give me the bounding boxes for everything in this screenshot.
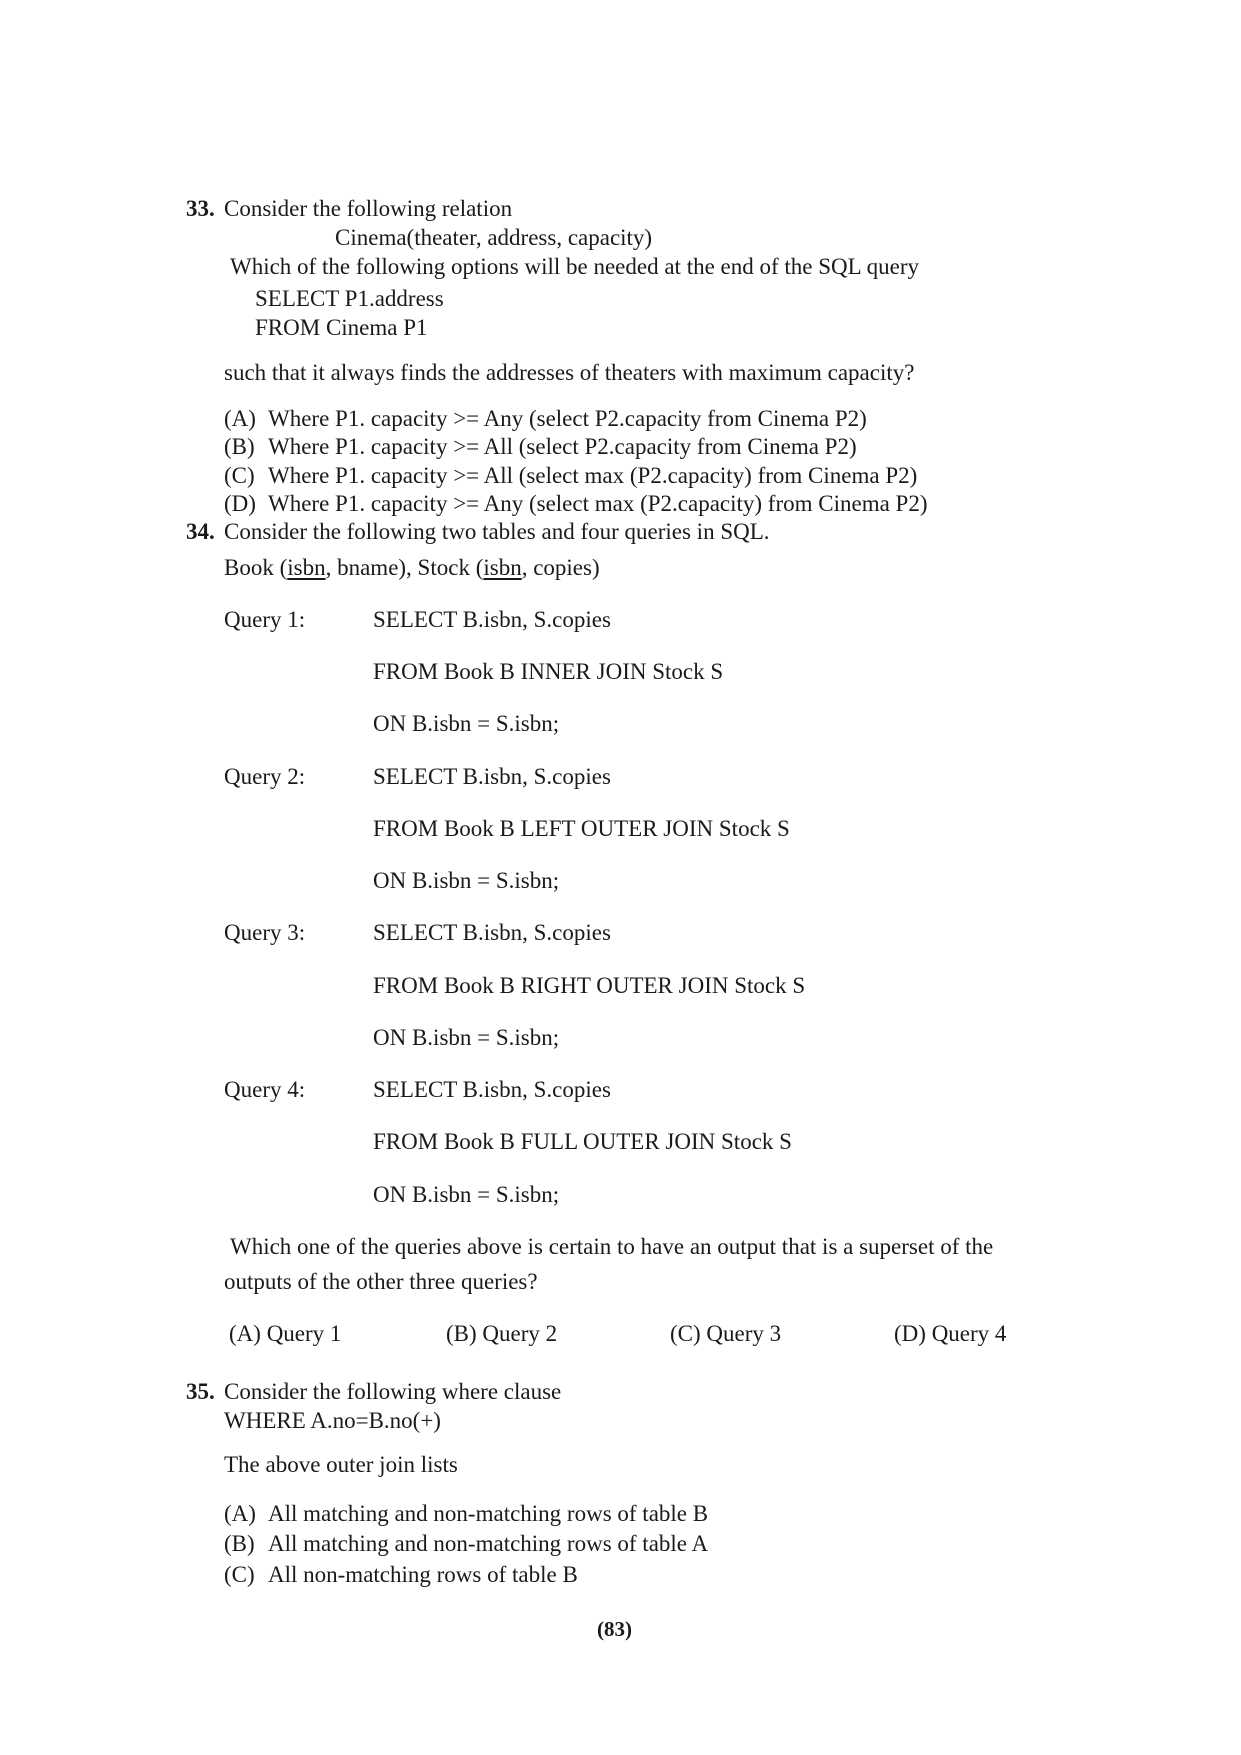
option-text: Where P1. capacity >= Any (select P2.capacity from Cinema P2): [268, 406, 867, 431]
page-number: (83): [597, 1617, 632, 1641]
option-letter: (B): [224, 1531, 255, 1556]
query-1-label: Query 1:: [224, 607, 306, 632]
option-text: Query 3: [706, 1321, 782, 1346]
query-1-line-1: SELECT B.isbn, S.copies: [373, 607, 611, 632]
option-text: Query 1: [266, 1321, 342, 1346]
question-33-followup: such that it always finds the addresses of theaters with maximum capacity?: [224, 360, 915, 385]
question-34-text-line-1: Which one of the queries above is certain to have an output that is a superset of the: [230, 1234, 994, 1259]
question-35-intro: Consider the following where clause: [224, 1379, 562, 1404]
query-4-line-1: SELECT B.isbn, S.copies: [373, 1077, 611, 1102]
schema-stock-rest: , copies): [521, 555, 600, 580]
question-33-option-d: [224, 492, 928, 515]
query-2-line-2: FROM Book B LEFT OUTER JOIN Stock S: [373, 816, 790, 841]
option-letter: (D): [894, 1321, 926, 1346]
query-1-line-2: FROM Book B INNER JOIN Stock S: [373, 659, 724, 684]
option-text: All non-matching rows of table B: [268, 1562, 578, 1587]
schema-book-key: isbn: [287, 555, 326, 580]
question-34-option-d: [894, 1322, 1006, 1345]
question-34-option-b: [446, 1322, 557, 1345]
question-33-option-a: [224, 407, 867, 430]
option-text: All matching and non-matching rows of table B: [268, 1501, 709, 1526]
question-34-schema: [224, 556, 600, 579]
question-34-option-c: [670, 1322, 781, 1345]
question-35-clause: WHERE A.no=B.no(+): [224, 1408, 441, 1433]
option-text: Query 2: [482, 1321, 558, 1346]
query-4-line-3: ON B.isbn = S.isbn;: [373, 1182, 560, 1207]
query-2-label: Query 2:: [224, 764, 306, 789]
question-33-intro: Consider the following relation: [224, 196, 513, 221]
option-text: Where P1. capacity >= All (select max (P2.capacity) from Cinema P2): [268, 463, 918, 488]
query-3-line-1: SELECT B.isbn, S.copies: [373, 920, 611, 945]
option-text: Where P1. capacity >= Any (select max (P2.capacity) from Cinema P2): [268, 491, 928, 516]
question-33-option-c: [224, 464, 917, 487]
option-letter: (A): [229, 1321, 261, 1346]
query-2-line-1: SELECT B.isbn, S.copies: [373, 764, 611, 789]
option-letter: (C): [224, 463, 255, 488]
query-1-line-3: ON B.isbn = S.isbn;: [373, 711, 560, 736]
option-letter: (D): [224, 491, 256, 516]
option-letter: (A): [224, 406, 256, 431]
question-34-number: 34.: [186, 519, 215, 544]
query-3-line-3: ON B.isbn = S.isbn;: [373, 1025, 560, 1050]
question-33-option-b: [224, 435, 857, 458]
query-3-label: Query 3:: [224, 920, 306, 945]
schema-book-label: Book (: [224, 555, 288, 580]
query-3-line-2: FROM Book B RIGHT OUTER JOIN Stock S: [373, 973, 806, 998]
question-33-sql-from: FROM Cinema P1: [255, 315, 428, 340]
option-text: Where P1. capacity >= All (select P2.capacity from Cinema P2): [268, 434, 857, 459]
query-4-label: Query 4:: [224, 1077, 306, 1102]
question-34-option-a: [229, 1322, 341, 1345]
question-33-sql-select: SELECT P1.address: [255, 286, 444, 311]
option-letter: (C): [670, 1321, 701, 1346]
option-letter: (B): [224, 434, 255, 459]
schema-stock-key: isbn: [483, 555, 522, 580]
question-33-text: Which of the following options will be needed at the end of the SQL query: [230, 254, 919, 279]
question-35-number: 35.: [186, 1379, 215, 1404]
question-35-option-b: [224, 1532, 708, 1555]
option-letter: (C): [224, 1562, 255, 1587]
question-33-relation: Cinema(theater, address, capacity): [335, 225, 653, 250]
question-35-option-c: [224, 1563, 578, 1586]
query-4-line-2: FROM Book B FULL OUTER JOIN Stock S: [373, 1129, 792, 1154]
option-letter: (B): [446, 1321, 477, 1346]
option-letter: (A): [224, 1501, 256, 1526]
option-text: All matching and non-matching rows of table A: [268, 1531, 709, 1556]
query-2-line-3: ON B.isbn = S.isbn;: [373, 868, 560, 893]
question-34-intro: Consider the following two tables and four queries in SQL.: [224, 519, 770, 544]
question-33-number: 33.: [186, 196, 215, 221]
question-35-option-a: [224, 1502, 708, 1525]
question-35-text: The above outer join lists: [224, 1452, 458, 1477]
question-34-text-line-2: outputs of the other three queries?: [224, 1269, 538, 1294]
schema-book-rest: , bname), Stock (: [325, 555, 484, 580]
option-text: Query 4: [931, 1321, 1007, 1346]
